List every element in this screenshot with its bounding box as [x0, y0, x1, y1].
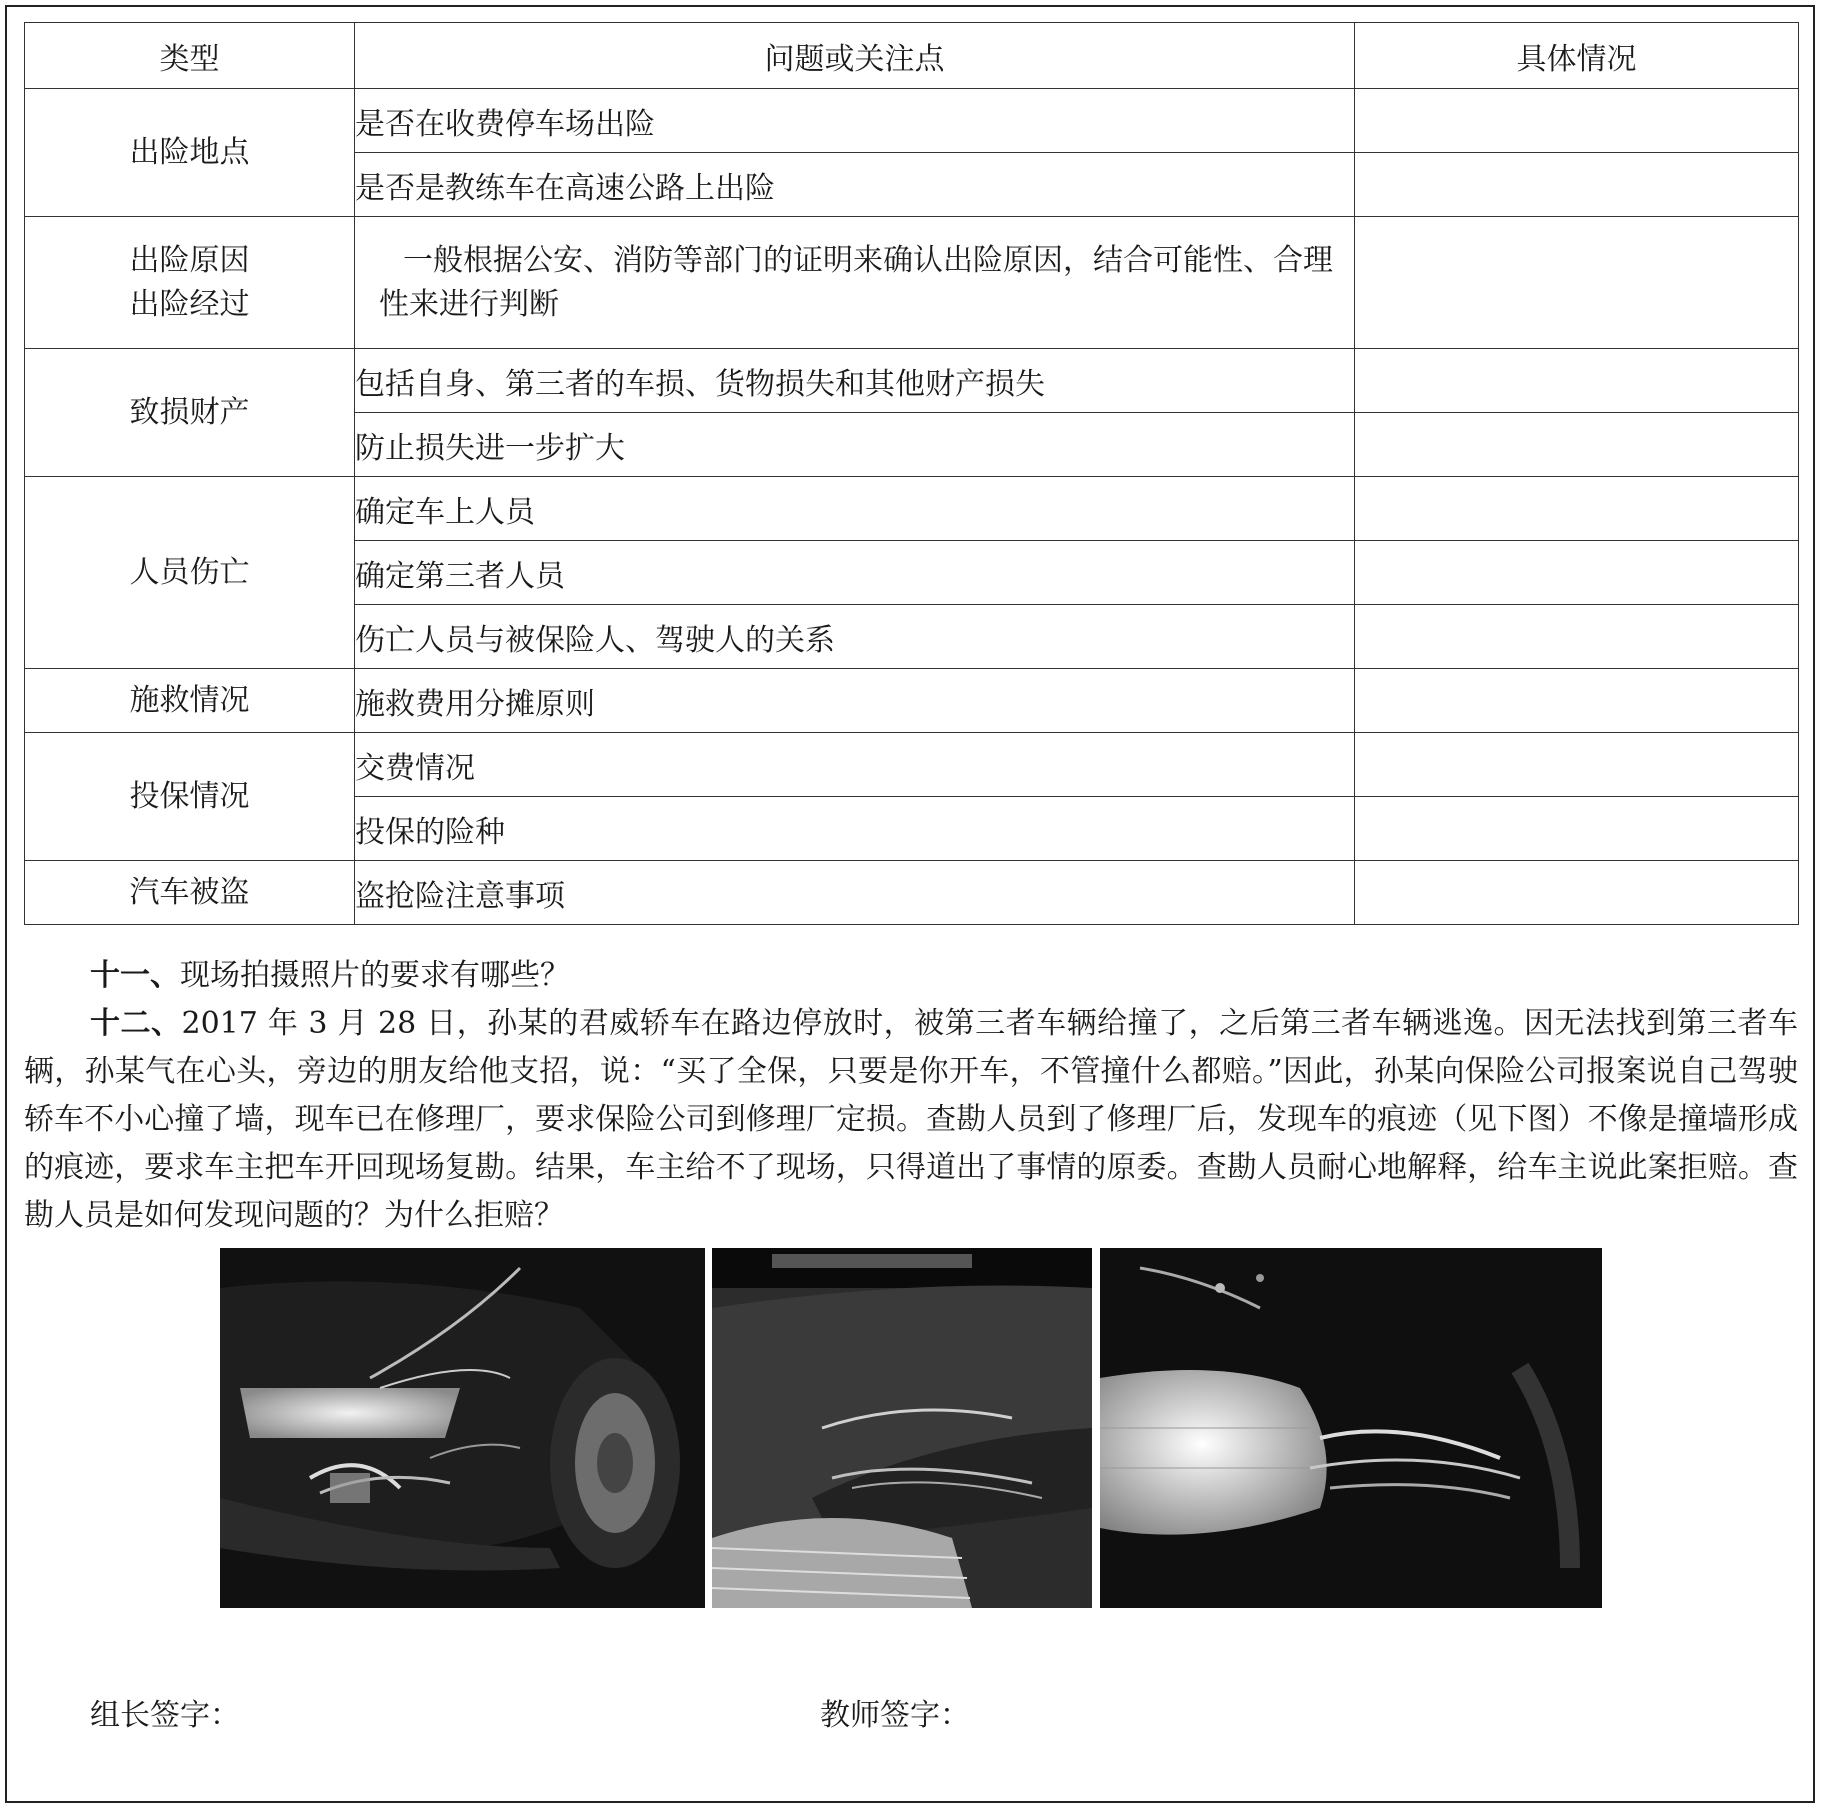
table-row	[25, 89, 1799, 153]
detail-cell	[1355, 861, 1799, 925]
table-row	[25, 669, 1799, 733]
issue-cell: 是否在收费停车场出险	[355, 89, 1355, 153]
teacher-signature-label: 教师签字：	[820, 1698, 970, 1733]
detail-cell	[1355, 541, 1799, 605]
damage-photo-2	[712, 1248, 1092, 1608]
category-label: 施救情况	[129, 682, 250, 718]
car-scratch-image	[712, 1248, 1092, 1608]
detail-cell	[1355, 217, 1799, 349]
issue-cell: 防止损失进一步扩大	[355, 413, 1355, 477]
category-label: 致损财产	[129, 394, 250, 430]
category-cell	[25, 733, 355, 861]
category-cell	[25, 349, 355, 477]
table-row	[25, 349, 1799, 413]
category-label: 出险原因	[129, 242, 250, 278]
issue-cell	[355, 217, 1355, 349]
category-cell	[25, 89, 355, 217]
issue-cell: 施救费用分摊原则	[355, 669, 1355, 733]
issue-cell: 包括自身、第三者的车损、货物损失和其他财产损失	[355, 349, 1355, 413]
category-label: 出险经过	[129, 286, 250, 322]
issue-cell: 投保的险种	[355, 797, 1355, 861]
header-type: 类型	[25, 23, 355, 89]
header-detail: 具体情况	[1355, 23, 1799, 89]
issue-cell: 交费情况	[355, 733, 1355, 797]
damage-photo-3	[1100, 1248, 1602, 1608]
questions-section	[24, 952, 1798, 1240]
detail-cell	[1355, 413, 1799, 477]
category-cell	[25, 217, 355, 349]
car-scratch-image	[1100, 1248, 1602, 1608]
question-12	[24, 1000, 1798, 1240]
question-number: 十一、	[90, 958, 180, 993]
issue-cell: 是否是教练车在高速公路上出险	[355, 153, 1355, 217]
detail-cell	[1355, 605, 1799, 669]
category-label: 出险地点	[129, 134, 250, 170]
category-label: 汽车被盗	[129, 874, 250, 910]
category-cell	[25, 861, 355, 925]
detail-cell	[1355, 89, 1799, 153]
issue-cell: 盗抢险注意事项	[355, 861, 1355, 925]
table-header-row	[25, 23, 1799, 89]
table-row	[25, 733, 1799, 797]
table-row	[25, 477, 1799, 541]
car-scratch-image	[220, 1248, 705, 1608]
question-11	[24, 952, 1798, 1000]
detail-cell	[1355, 153, 1799, 217]
issue-cell: 确定车上人员	[355, 477, 1355, 541]
category-cell	[25, 669, 355, 733]
header-issue: 问题或关注点	[355, 23, 1355, 89]
detail-cell	[1355, 797, 1799, 861]
category-cell	[25, 477, 355, 669]
detail-cell	[1355, 669, 1799, 733]
issue-cell: 伤亡人员与被保险人、驾驶人的关系	[355, 605, 1355, 669]
table-row	[25, 861, 1799, 925]
inspection-table	[24, 22, 1799, 925]
question-text: 现场拍摄照片的要求有哪些？	[180, 958, 570, 993]
detail-cell	[1355, 733, 1799, 797]
table-row	[25, 217, 1799, 349]
issue-cell: 确定第三者人员	[355, 541, 1355, 605]
detail-cell	[1355, 349, 1799, 413]
detail-cell	[1355, 477, 1799, 541]
category-label: 人员伤亡	[129, 554, 250, 590]
category-label: 投保情况	[129, 778, 250, 814]
question-text: 2017 年 3 月 28 日，孙某的君威轿车在路边停放时，被第三者车辆给撞了，之后第三者车辆逃逸。因无法找到第三者车辆，孙某气在心头，旁边的朋友给他支招，说：“买了全保，只要是你开车，不管撞什么都赔。”因此，孙某向保险公司报案说自己驾驶轿车不小心撞了墙，现车已在修理厂，要求保险公司到修理厂定损。查勘人员到了修理厂后，发现车的痕迹（见下图）不像是撞墙形成的痕迹，要求车主把车开回现场复勘。结果，车主给不了现场，只得道出了事情的原委。查勘人员耐心地解释，给车主说此案拒赔。查勘人员是如何发现问题的？为什么拒赔？	[24, 1006, 1798, 1233]
damage-photo-1	[220, 1248, 705, 1608]
issue-text: 一般根据公安、消防等部门的证明来确认出险原因，结合可能性、合理性来进行判断	[379, 242, 1333, 322]
leader-signature-label: 组长签字：	[90, 1698, 240, 1733]
question-number: 十二、	[90, 1006, 182, 1041]
